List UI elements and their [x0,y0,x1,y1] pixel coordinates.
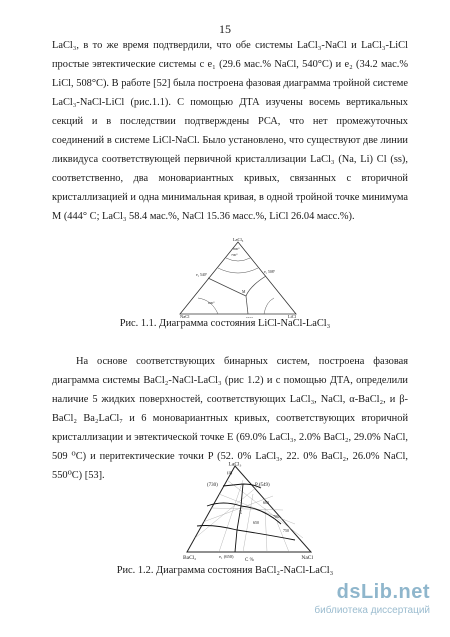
fig2-label-e1: e₁ (650) [219,554,234,559]
fig2-label-650: 650 [253,520,259,525]
fig2-apex-label: LaCl₃ [228,462,242,468]
fig2-label-4: (4) [227,470,233,475]
fig2-axis-label: C % [245,558,254,562]
fig2-label-700: 700 [273,514,279,519]
fig1-label-800: 800° [233,247,240,251]
watermark [290,581,430,625]
fig1-right-label: LiCl [287,314,296,318]
fig2-left-label: BaCl₂ [183,555,197,561]
paragraph-1: LaCl₃, в то же время подтвердили, что обе системы LaCl₃-NaCl и LaCl₃-LiCl простые эвтектические системы с e₁ (29.6 мас.% NaCl, 540°C) и e₂ (34.2 мас.% LiCl, 508°C). В работе [52] была построена фазовая диаграмма тройной системе LaCl₃-NaCl-LiCl (рис.1.1). С помощью ДТА изучены восемь вертикальных секций и в последствии подтверждены РСА, что нет промежуточных соединений в системе LiCl-NaCl. Было установлено, что существуют две линии ликвидуса соответствующей первичной кристаллизации LaCl₃ (Na, Li) Cl (ss), соответственно, два моновариантных кривых, связанных с вторичной кристаллизацией и одна минимальная кривая, в одной тройной точке минимума M (444° C; LaCl₃ 58.4 мас.%, NaCl 15.36 масс.%, LiCl 26.04 масс.%). [52,40,408,222]
fig2-right-label: NaCl [301,555,313,561]
fig2-label-600: 600 [263,500,269,505]
page-number: 15 [219,22,231,36]
fig1-label-600: 600° [208,301,215,305]
fig1-left-label: NaCl [180,314,190,318]
fig1-apex-label: LaCl₃ [232,238,244,242]
fig2-label-e: E [239,511,243,516]
figure-2-caption: Рис. 1.2. Диаграмма состояния BaCl₂-NaCl-LaCl₃ [116,565,334,576]
fig2-label-730: (730) [207,483,218,488]
paragraph-2: На основе соответствующих бинарных систем, построена фазовая диаграмма системы BaCl₂-NaCl-LaCl₃ (рис 1.2) и с помощью ДТА, определили наличие 5 жидких поверхностей, соответствующих LaCl₃, NaCl, α-BaCl₂, и β-BaCl₂ Ba₂LaCl₇ и 6 моновариантных кривых, соответствующих вторичной кристаллизации и эвтектической точке E (69.0% LaCl₃, 2.0% BaCl₂, 29.0% NaCl, 509 ⁰C) и перитектические точки P (52. 0% LaCl₃, 22. 0% BaCl₂, 26.0% NaCl, 550⁰C) [53]. [52,356,408,481]
fig1-label-m: M [242,290,246,294]
figure-1-ternary-diagram [178,238,298,318]
watermark-logo: dsLib.net [336,581,430,603]
watermark-subtitle: библиотека диссертаций [314,605,430,616]
figure-2-ternary-diagram [183,462,315,562]
fig1-label-700: 700° [231,253,238,257]
fig2-label-p: P (549) [255,483,270,488]
fig1-label-e1: e₁ 540° [196,273,208,277]
fig2-label-750: 750 [283,528,289,533]
figure-1-caption: Рис. 1.1. Диаграмма состояния LiCl-NaCl-LaCl₃ [119,318,331,329]
fig1-label-e2: e₂ 508° [264,270,276,274]
